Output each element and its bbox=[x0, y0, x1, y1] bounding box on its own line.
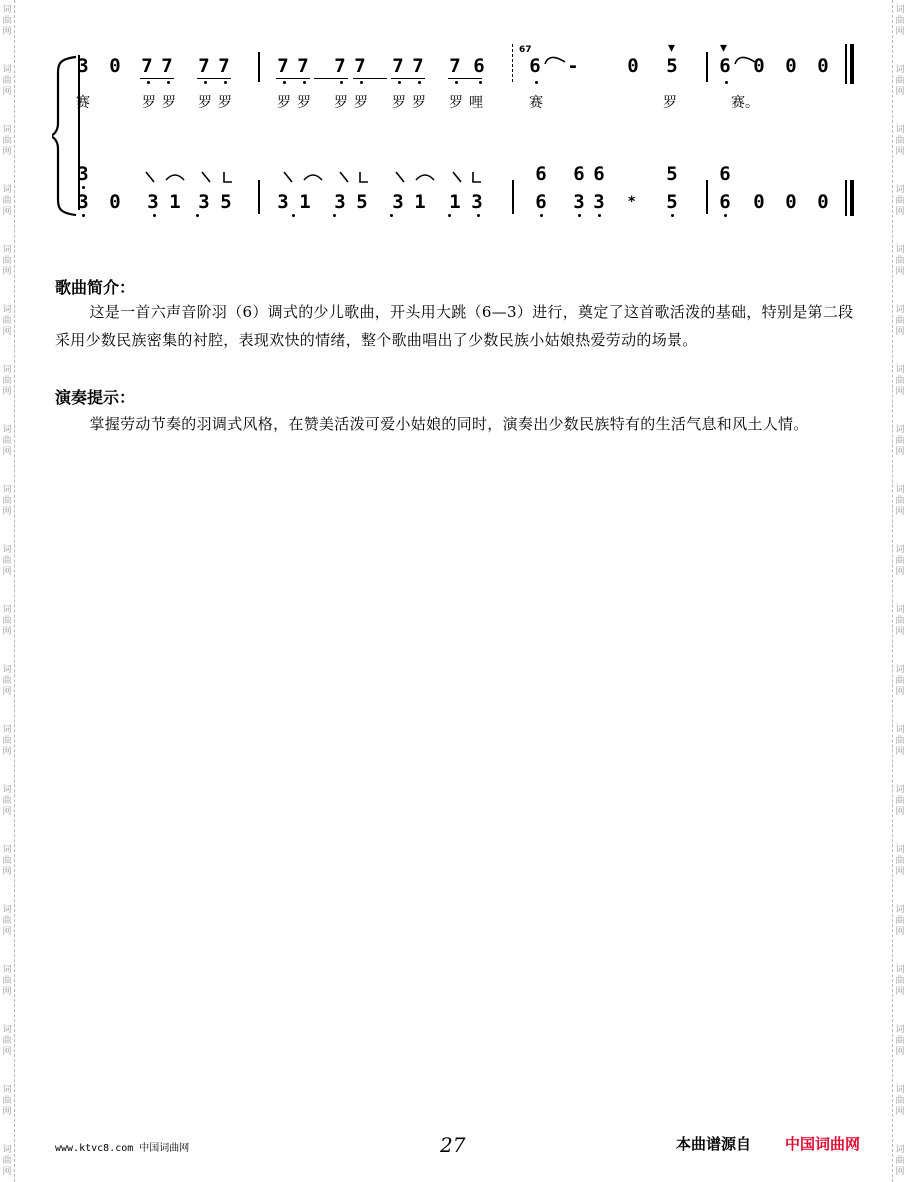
low-octave-dot bbox=[724, 214, 727, 217]
low-octave-dot bbox=[535, 81, 538, 84]
note: 5 bbox=[666, 55, 678, 77]
note: 6 bbox=[719, 163, 731, 185]
note: 1 bbox=[414, 191, 426, 213]
low-octave-dot bbox=[578, 214, 581, 217]
watermark-text: 词 曲 网 bbox=[895, 845, 905, 877]
low-octave-dot bbox=[147, 81, 150, 84]
tips-paragraph: 掌握劳动节奏的羽调式风格，在赞美活泼可爱小姑娘的同时，演奏出少数民族特有的生活气息和风土人情。 bbox=[89, 415, 809, 433]
barline bbox=[258, 52, 260, 82]
watermark-text: 词 曲 网 bbox=[895, 365, 905, 397]
note: 5 bbox=[666, 163, 678, 185]
watermark-text: 词 曲 网 bbox=[2, 545, 12, 577]
note: 3 bbox=[77, 163, 89, 185]
watermark-text: 词 曲 网 bbox=[2, 305, 12, 337]
watermark-text: 词 曲 网 bbox=[895, 545, 905, 577]
brand-link[interactable]: 中国词曲网 bbox=[785, 1135, 861, 1153]
articulation-marks bbox=[278, 168, 488, 188]
note: 7 bbox=[161, 55, 173, 77]
watermark-text: 词 曲 网 bbox=[2, 905, 12, 937]
watermark-text: 词 曲 网 bbox=[2, 5, 12, 37]
note: 3 bbox=[77, 191, 89, 213]
low-octave-dot bbox=[333, 214, 336, 217]
watermark-text: 词 曲 网 bbox=[2, 1025, 12, 1057]
underline bbox=[197, 78, 231, 79]
note: 3 bbox=[593, 191, 605, 213]
note: 0 bbox=[817, 191, 829, 213]
note: 7 bbox=[297, 55, 309, 77]
note: 6 bbox=[719, 55, 731, 77]
note: 7 bbox=[218, 55, 230, 77]
watermark-text: 词 曲 网 bbox=[2, 1085, 12, 1117]
low-octave-dot bbox=[204, 81, 207, 84]
final-barline-thin bbox=[845, 180, 847, 216]
watermark-text: 词 曲 网 bbox=[895, 1025, 905, 1057]
watermark-text: 词 曲 网 bbox=[2, 965, 12, 997]
note: 5 bbox=[666, 191, 678, 213]
watermark-text: 词 曲 网 bbox=[2, 125, 12, 157]
note: 3 bbox=[334, 191, 346, 213]
note: 6 bbox=[535, 191, 547, 213]
watermark-text: 词 曲 网 bbox=[2, 605, 12, 637]
low-octave-dot bbox=[82, 214, 85, 217]
low-octave-dot bbox=[292, 214, 295, 217]
note: 1 bbox=[169, 191, 181, 213]
music-score bbox=[0, 0, 907, 235]
lyric: 罗 bbox=[162, 95, 176, 111]
low-octave-dot bbox=[418, 81, 421, 84]
note: 7 bbox=[392, 55, 404, 77]
note: 0 bbox=[109, 55, 121, 77]
intro-heading: 歌曲简介： bbox=[55, 278, 136, 297]
low-octave-dot bbox=[167, 81, 170, 84]
lyric: 罗 bbox=[297, 95, 311, 111]
note: 3 bbox=[573, 191, 585, 213]
note: 0 bbox=[627, 55, 639, 77]
underline bbox=[276, 78, 310, 79]
lyric: 罗 bbox=[392, 95, 406, 111]
watermark-text: 词 曲 网 bbox=[895, 245, 905, 277]
lyric: 罗 bbox=[449, 95, 463, 111]
watermark-text: 词 曲 网 bbox=[895, 1145, 905, 1177]
low-octave-dot bbox=[477, 214, 480, 217]
watermark-text: 词 曲 网 bbox=[2, 185, 12, 217]
watermark-text: 词 曲 网 bbox=[895, 665, 905, 697]
barline bbox=[706, 52, 708, 82]
note: 1 bbox=[449, 191, 461, 213]
slur-mark bbox=[543, 50, 567, 68]
watermark-text: 词 曲 网 bbox=[2, 485, 12, 517]
low-octave-dot bbox=[448, 214, 451, 217]
watermark-text: 词 曲 网 bbox=[895, 965, 905, 997]
watermark-text: 词 曲 网 bbox=[895, 485, 905, 517]
lyric: 赛 bbox=[76, 95, 90, 111]
low-octave-dot bbox=[455, 81, 458, 84]
note: 6 bbox=[719, 191, 731, 213]
footer-url[interactable]: www.ktvc8.com 中国词曲网 bbox=[55, 1143, 190, 1154]
note: 5 bbox=[220, 191, 232, 213]
watermark-text: 词 曲 网 bbox=[895, 725, 905, 757]
lyric: 赛。 bbox=[731, 95, 759, 111]
watermark-text: 词 曲 网 bbox=[2, 785, 12, 817]
barline bbox=[512, 180, 514, 214]
low-octave-dot bbox=[196, 214, 199, 217]
low-octave-dot bbox=[340, 81, 343, 84]
watermark-text: 词 曲 网 bbox=[895, 905, 905, 937]
note: 5 bbox=[356, 191, 368, 213]
low-octave-dot bbox=[390, 214, 393, 217]
note: 7 bbox=[277, 55, 289, 77]
lyric: 哩 bbox=[469, 95, 483, 111]
note: 7 bbox=[449, 55, 461, 77]
watermark-text: 词 曲 网 bbox=[2, 725, 12, 757]
low-octave-dot bbox=[598, 214, 601, 217]
watermark-text: 词 曲 网 bbox=[895, 605, 905, 637]
watermark-text: 词 曲 网 bbox=[895, 125, 905, 157]
lyric: 罗 bbox=[663, 95, 677, 111]
note: 3 bbox=[471, 191, 483, 213]
lyric: 罗 bbox=[277, 95, 291, 111]
low-octave-dot bbox=[671, 214, 674, 217]
final-barline-thick bbox=[850, 180, 854, 216]
note: 7 bbox=[412, 55, 424, 77]
source-label: 本曲谱源自 bbox=[676, 1135, 752, 1153]
underline bbox=[140, 78, 174, 79]
watermark-text: 词 曲 网 bbox=[2, 65, 12, 97]
low-octave-dot bbox=[540, 214, 543, 217]
note: 3 bbox=[277, 191, 289, 213]
intro-paragraph: 这是一首六声音阶羽（6）调式的少儿歌曲，开头用大跳（6—3）进行，奠定了这首歌活泼的基础，特别是第二段采用少数民族密集的衬腔，表现欢快的情绪，整个歌曲唱出了少数民族小姑娘热爱劳动的场景。 bbox=[55, 303, 854, 349]
barline bbox=[706, 180, 708, 214]
low-octave-dot bbox=[303, 81, 306, 84]
note: 0 bbox=[785, 191, 797, 213]
page-number: 27 bbox=[440, 1133, 466, 1157]
lyric: 赛 bbox=[529, 95, 543, 111]
underline bbox=[353, 78, 387, 79]
lyric: 罗 bbox=[354, 95, 368, 111]
note: 3 bbox=[198, 191, 210, 213]
low-octave-dot bbox=[224, 81, 227, 84]
note: 0 bbox=[817, 55, 829, 77]
watermark-text: 词 曲 网 bbox=[895, 785, 905, 817]
final-barline-thin bbox=[845, 44, 847, 84]
note: 0 bbox=[753, 191, 765, 213]
watermark-text: 词 曲 网 bbox=[2, 245, 12, 277]
watermark-text: 词 曲 网 bbox=[2, 1145, 12, 1177]
watermark-text: 词 曲 网 bbox=[895, 425, 905, 457]
lyric: 罗 bbox=[412, 95, 426, 111]
lyric: 罗 bbox=[198, 95, 212, 111]
watermark-text: 词 曲 网 bbox=[2, 365, 12, 397]
barline bbox=[512, 44, 515, 82]
watermark-text: 词 曲 网 bbox=[895, 65, 905, 97]
system-brace bbox=[52, 55, 78, 217]
note: 3 bbox=[77, 55, 89, 77]
grace-note: 67 bbox=[519, 45, 532, 55]
note: 0 bbox=[109, 191, 121, 213]
watermark-text: 词 曲 网 bbox=[895, 305, 905, 337]
note: 6 bbox=[529, 55, 541, 77]
lyric: 罗 bbox=[218, 95, 232, 111]
low-octave-dot bbox=[725, 81, 728, 84]
watermark-text: 词 曲 网 bbox=[2, 845, 12, 877]
final-barline-thick bbox=[850, 44, 854, 84]
accent-mark: ▾ bbox=[720, 40, 728, 56]
note: 7 bbox=[354, 55, 366, 77]
lyric: 罗 bbox=[142, 95, 156, 111]
note: 7 bbox=[334, 55, 346, 77]
barline bbox=[258, 180, 260, 214]
articulation-marks bbox=[140, 168, 240, 188]
accent-mark: ▾ bbox=[668, 40, 676, 56]
low-octave-dot bbox=[360, 81, 363, 84]
low-octave-dot bbox=[398, 81, 401, 84]
note: 3 bbox=[392, 191, 404, 213]
low-octave-dot bbox=[283, 81, 286, 84]
low-octave-dot bbox=[479, 81, 482, 84]
note: 7 bbox=[141, 55, 153, 77]
tips-heading: 演奏提示： bbox=[55, 388, 136, 407]
note: 0 bbox=[753, 55, 765, 77]
watermark-text: 词 曲 网 bbox=[2, 665, 12, 697]
watermark-text: 词 曲 网 bbox=[895, 5, 905, 37]
note: 6 bbox=[535, 163, 547, 185]
watermark-text: 词 曲 网 bbox=[895, 1085, 905, 1117]
note: - bbox=[567, 55, 579, 77]
watermark-text: 词 曲 网 bbox=[2, 425, 12, 457]
note: 6 bbox=[593, 163, 605, 185]
note: 3 bbox=[147, 191, 159, 213]
underline bbox=[391, 78, 425, 79]
system-line bbox=[78, 55, 80, 210]
note: 0 bbox=[785, 55, 797, 77]
note: 6 bbox=[573, 163, 585, 185]
underline bbox=[448, 78, 482, 79]
note: 1 bbox=[299, 191, 311, 213]
note: 6 bbox=[473, 55, 485, 77]
underline bbox=[314, 78, 348, 79]
lyric: 罗 bbox=[334, 95, 348, 111]
low-octave-dot bbox=[153, 214, 156, 217]
watermark-text: 词 曲 网 bbox=[895, 185, 905, 217]
chord-dot bbox=[82, 186, 85, 189]
slur-mark bbox=[733, 50, 757, 68]
note: 7 bbox=[198, 55, 210, 77]
star-mark: * bbox=[628, 194, 636, 210]
